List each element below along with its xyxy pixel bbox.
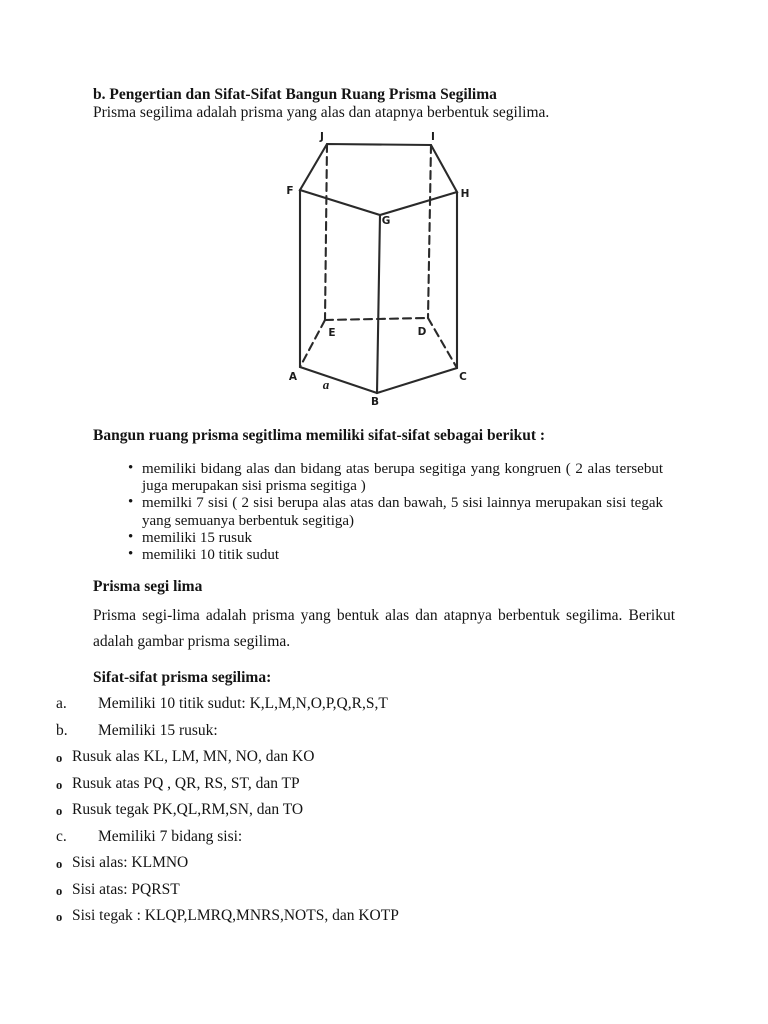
list-item	[56, 903, 676, 930]
list-marker: a.	[56, 695, 67, 712]
list-item	[56, 718, 676, 745]
bullet-item	[129, 461, 663, 495]
properties-heading: Bangun ruang prisma segitlima memiliki sifat-sifat sebagai berikut :	[93, 427, 546, 444]
vertex-label-D: D	[417, 326, 427, 338]
edge-JE	[325, 144, 327, 320]
edge-length-label: a	[322, 377, 330, 392]
bullet-item	[129, 530, 663, 547]
properties-bullet-list	[129, 461, 663, 564]
edge-DC	[428, 318, 457, 368]
edge-BC	[377, 368, 457, 393]
list-item-text: Memiliki 15 rusuk:	[98, 721, 218, 739]
vertex-label-C: C	[459, 371, 467, 383]
list-item-text: Rusuk alas KL, LM, MN, NO, dan KO	[72, 748, 315, 765]
circle-marker-icon: o	[56, 777, 63, 792]
circle-marker-icon: o	[56, 910, 63, 924]
list-marker: c.	[56, 827, 67, 845]
vertex-label-I: I	[431, 131, 435, 143]
list-item	[56, 850, 676, 877]
edge-ID	[428, 145, 431, 318]
vertex-label-H: H	[460, 188, 470, 200]
sifat-heading: Sifat-sifat prisma segilima:	[93, 669, 272, 686]
bullet-text: memilki 7 sisi ( 2 sisi berupa alas atas dan bawah, 5 sisi lainnya merupakan sisi tegak yang semuanya berbentuk segitiga)	[142, 495, 663, 529]
vertex-label-A: A	[288, 371, 298, 383]
list-item-text: Rusuk atas PQ , QR, RS, ST, dan TP	[72, 774, 300, 792]
bullet-text: memiliki bidang alas dan bidang atas berupa segitiga yang kongruen ( 2 alas tersebut juga merupakan sisi prisma segitiga )	[142, 461, 663, 495]
bullet-text: memiliki 15 rusuk	[142, 529, 252, 546]
list-item	[56, 797, 676, 824]
list-item	[56, 877, 676, 904]
vertex-label-J: J	[320, 131, 324, 143]
list-item	[56, 771, 676, 798]
bullet-icon: •	[128, 546, 134, 563]
bullet-item	[129, 547, 663, 564]
prism-figure	[268, 128, 500, 413]
edge-GB	[377, 215, 380, 393]
list-item-text: Sisi tegak : KLQP,LMRQ,MNRS,NOTS, dan KOTP	[72, 907, 399, 924]
list-item-text: Memiliki 7 bidang sisi:	[98, 827, 243, 845]
list-item-text: Sisi atas: PQRST	[72, 880, 180, 898]
bullet-icon: •	[128, 494, 134, 511]
list-item	[56, 691, 676, 718]
prism-edges	[300, 144, 457, 393]
vertex-label-B: B	[370, 396, 380, 408]
edge-EA	[300, 320, 325, 367]
circle-marker-icon: o	[56, 751, 63, 765]
edge-AB	[300, 367, 377, 393]
section-body: Prisma segilima adalah prisma yang alas dan atapnya berbentuk segilima.	[93, 104, 550, 121]
circle-marker-icon: o	[56, 883, 63, 898]
list-item	[56, 824, 676, 851]
prism-svg	[268, 128, 500, 413]
section-heading: b. Pengertian dan Sifat-Sifat Bangun Ruang Prisma Segilima	[93, 86, 497, 103]
intro-section	[93, 86, 683, 122]
circle-marker-icon: o	[56, 804, 63, 818]
bullet-icon: •	[128, 460, 134, 476]
segilima-body: Prisma segi-lima adalah prisma yang bentuk alas dan atapnya berbentuk segilima. Berikut adalah gambar prisma segilima.	[93, 607, 675, 650]
vertex-label-G: G	[381, 215, 391, 227]
sifat-list	[56, 691, 676, 930]
list-item-text: Rusuk tegak PK,QL,RM,SN, dan TO	[72, 801, 304, 818]
bullet-icon: •	[128, 528, 134, 545]
top-face-outline	[300, 144, 457, 215]
edge-ED	[325, 318, 428, 320]
vertex-label-E: E	[328, 327, 336, 339]
vertex-label-F: F	[286, 185, 294, 197]
bullet-item	[129, 495, 663, 529]
list-marker: b.	[56, 721, 68, 739]
list-item-text: Sisi alas: KLMNO	[72, 854, 189, 871]
bullet-text: memiliki 10 titik sudut	[142, 547, 280, 564]
segilima-heading: Prisma segi lima	[93, 578, 203, 595]
circle-marker-icon: o	[56, 857, 63, 871]
list-item-text: Memiliki 10 titik sudut: K,L,M,N,O,P,Q,R,S,T	[98, 695, 388, 712]
list-item	[56, 744, 676, 771]
